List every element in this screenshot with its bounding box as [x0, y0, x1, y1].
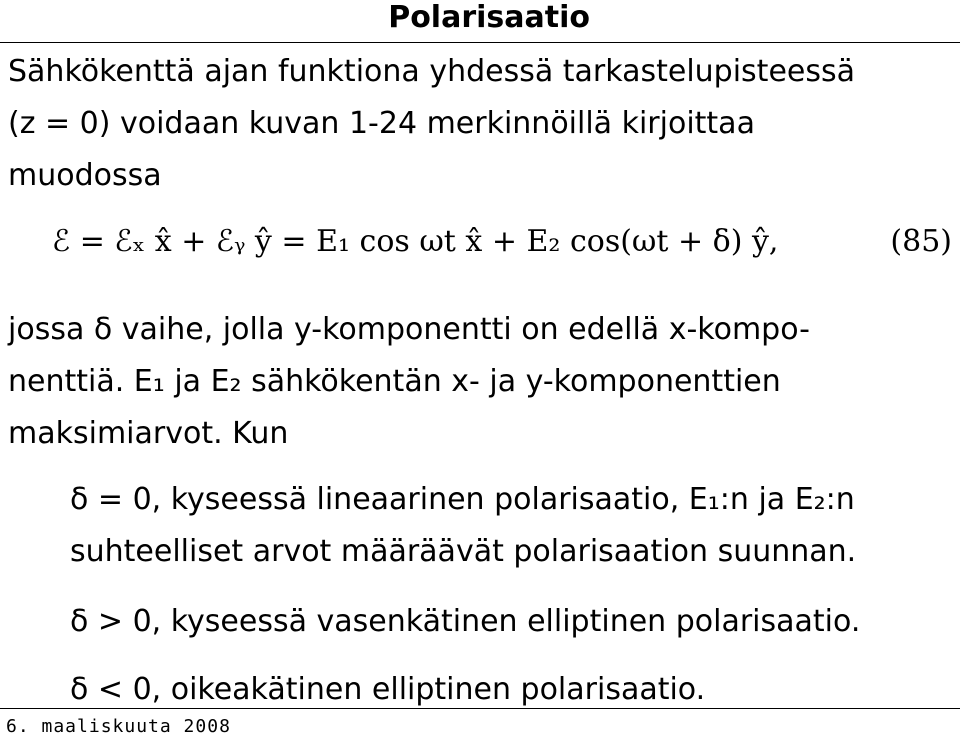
case-positive: δ > 0, kyseessä vasenkätinen elliptinen polarisaatio.: [70, 604, 861, 639]
equation: ℰ = ℰₓ x̂ + ℰᵧ ŷ = E₁ cos ωt x̂ + E₂ cos(ωt + δ) ŷ,: [52, 224, 779, 259]
explain-line-2: nenttiä. E₁ ja E₂ sähkökentän x- ja y-komponenttien: [8, 364, 781, 399]
footer-date: 6. maaliskuuta 2008: [6, 716, 231, 737]
explain-line-1: jossa δ vaihe, jolla y-komponentti on edellä x-kompo-: [8, 312, 810, 347]
slide-title: Polarisaatio: [388, 0, 590, 35]
equation-number: (85): [890, 224, 952, 259]
case-zero-line-1: δ = 0, kyseessä lineaarinen polarisaatio, E₁:n ja E₂:n: [70, 482, 855, 517]
explain-line-3: maksimiarvot. Kun: [8, 416, 289, 451]
case-negative: δ < 0, oikeakätinen elliptinen polarisaatio.: [70, 672, 706, 707]
bottom-divider: [0, 708, 960, 709]
intro-line-3: muodossa: [8, 158, 162, 193]
case-zero-line-2: suhteelliset arvot määräävät polarisaation suunnan.: [70, 534, 857, 569]
top-divider: [0, 42, 960, 43]
intro-line-2: (z = 0) voidaan kuvan 1-24 merkinnöillä kirjoittaa: [8, 106, 755, 141]
intro-line-1: Sähkökenttä ajan funktiona yhdessä tarkastelupisteessä: [8, 54, 856, 89]
